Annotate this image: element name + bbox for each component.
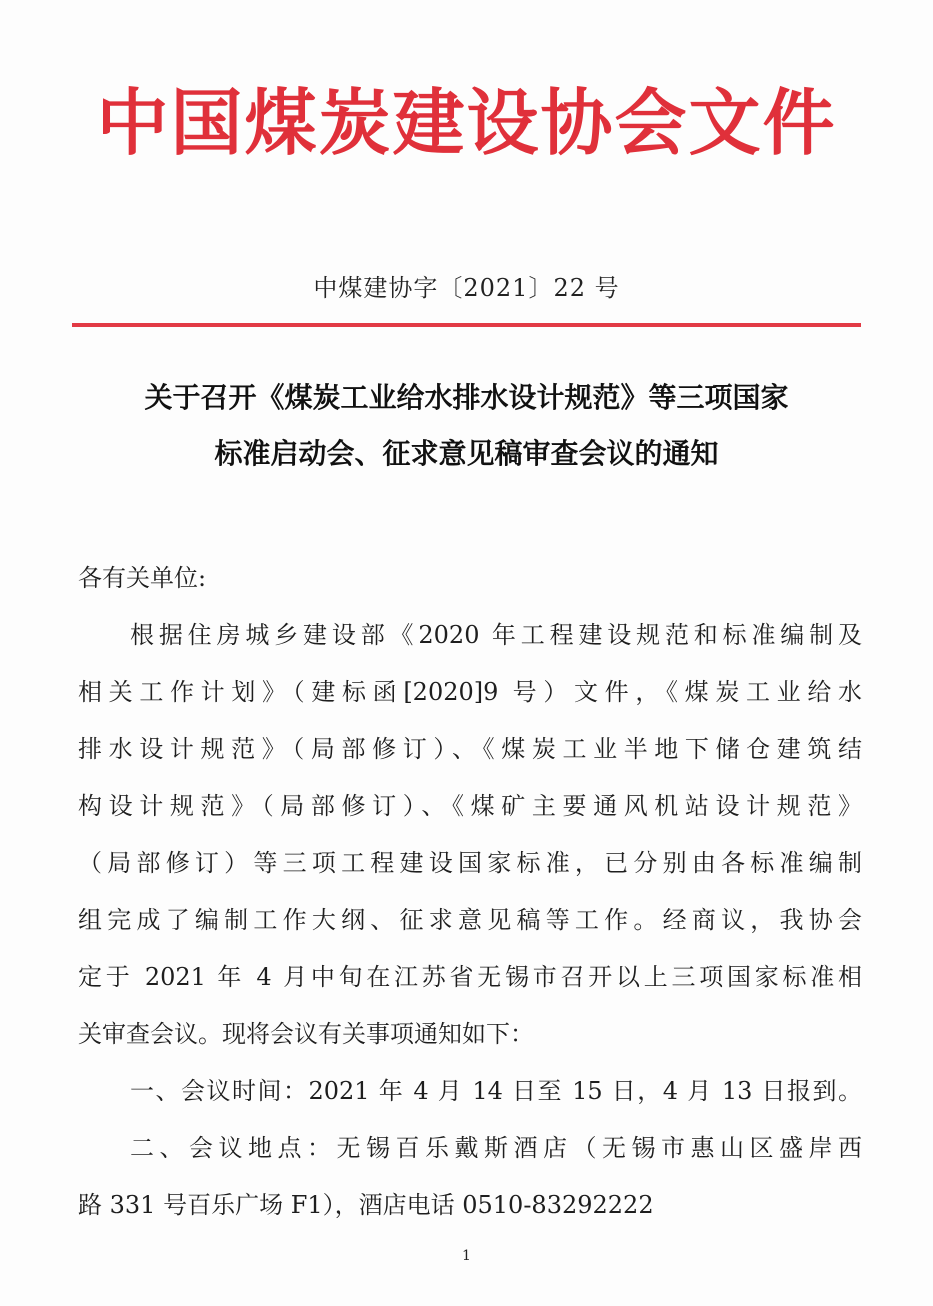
paragraph-line: 构设计规范》（局部修订）、《煤矿主要通风机站设计规范》: [78, 792, 862, 820]
paragraph-line: 相关工作计划》（建标函[2020]9 号）文件，《煤炭工业给水: [78, 678, 862, 706]
paragraph-line: 定于 2021 年 4 月中旬在江苏省无锡市召开以上三项国家标准相: [78, 963, 862, 991]
paragraph-line: 关审查会议。现将会议有关事项通知如下：: [78, 1020, 534, 1048]
item-meeting-location-cont: 路 331 号百乐广场 F1），酒店电话 0510-83292222: [78, 1191, 654, 1219]
document-number: 中煤建协字〔2021〕22 号: [313, 274, 620, 302]
item-meeting-time: 一、会议时间：2021 年 4 月 14 日至 15 日，4 月 13 日报到。: [130, 1077, 862, 1105]
paragraph-line: 组完成了编制工作大纲、征求意见稿等工作。经商议，我协会: [78, 906, 862, 934]
notice-body: [78, 550, 862, 1234]
paragraph-line: 根据住房城乡建设部《2020 年工程建设规范和标准编制及: [130, 621, 862, 649]
notice-title-line-2: 标准启动会、征求意见稿审查会议的通知: [214, 437, 719, 470]
page-number: 1: [462, 1248, 471, 1264]
paragraph-line: （局部修订）等三项工程建设国家标准，已分别由各标准编制: [78, 849, 862, 877]
item-meeting-location: 二、会议地点：无锡百乐戴斯酒店（无锡市惠山区盛岸西: [130, 1134, 862, 1162]
masthead-title: 中国煤炭建设协会文件: [96, 81, 837, 165]
salutation: 各有关单位:: [78, 564, 207, 592]
notice-title: [60, 370, 873, 482]
red-divider-rule: [72, 323, 861, 327]
notice-title-line-1: 关于召开《煤炭工业给水排水设计规范》等三项国家: [144, 381, 789, 414]
paragraph-line: 排水设计规范》（局部修订）、《煤炭工业半地下储仓建筑结: [78, 735, 862, 763]
